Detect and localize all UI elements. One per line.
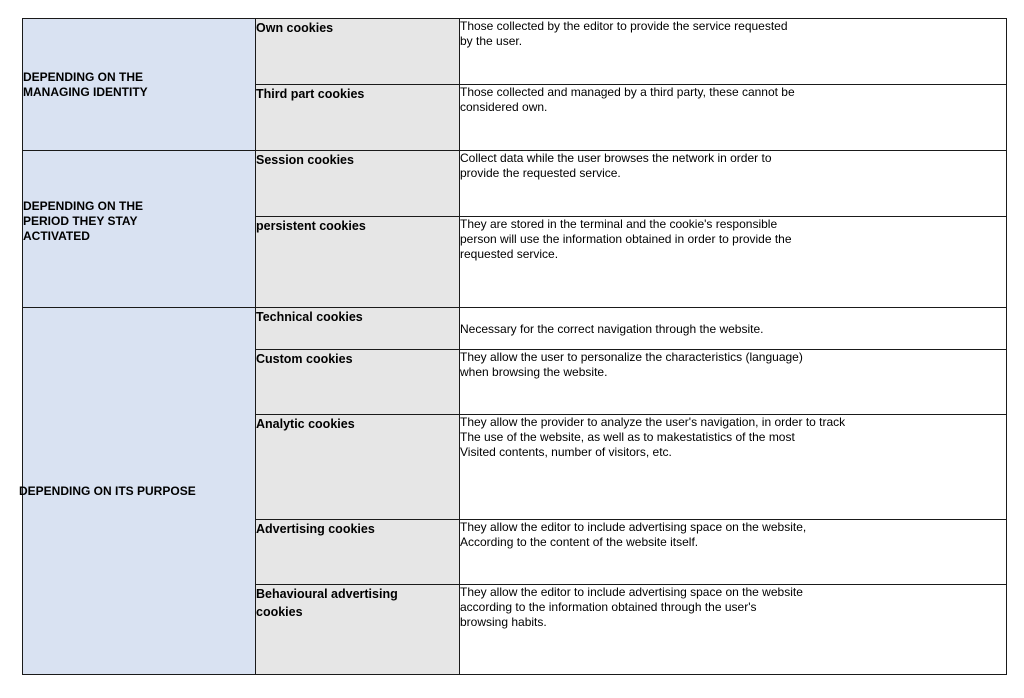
- cookie-type-label: Technical cookies: [256, 310, 363, 324]
- cookie-type-label: Custom cookies: [256, 352, 353, 366]
- cookie-description: Necessary for the correct navigation through the website.: [460, 308, 1007, 350]
- cookie-type-cell: [256, 520, 460, 585]
- cookie-type-cell: [256, 415, 460, 520]
- cookie-type-label: Advertising cookies: [256, 522, 375, 536]
- group-cell-activation-period: [23, 151, 256, 308]
- group-label: DEPENDING ON ITS PURPOSE: [19, 483, 196, 498]
- cookie-type-cell: [256, 308, 460, 350]
- cookie-type-cell: [256, 350, 460, 415]
- cookie-description: They allow the user to personalize the characteristics (language) when browsing the website.: [460, 350, 1007, 415]
- cookie-type-cell: [256, 585, 460, 675]
- cookie-type-cell: [256, 217, 460, 308]
- cookie-type-label: Session cookies: [256, 153, 354, 167]
- group-cell-managing-identity: [23, 19, 256, 151]
- table-row: [23, 151, 1007, 217]
- table-row: [23, 19, 1007, 85]
- cookie-type-label: Third part cookies: [256, 87, 365, 101]
- group-label: DEPENDING ON THE MANAGING IDENTITY: [23, 69, 148, 99]
- cookie-description: They allow the provider to analyze the user's navigation, in order to track The use of the website, as well as to makestatistics of the most Visited contents, number of visitors, etc.: [460, 415, 1007, 520]
- group-label: DEPENDING ON THE PERIOD THEY STAY ACTIVATED: [23, 198, 144, 243]
- cookie-type-cell: [256, 19, 460, 85]
- cookie-description: They allow the editor to include advertising space on the website according to the information obtained through the user's browsing habits.: [460, 585, 1007, 675]
- cookie-type-cell: [256, 151, 460, 217]
- cookie-classification-table: [19, 18, 1007, 675]
- cookie-description: Those collected by the editor to provide the service requested by the user.: [460, 19, 1007, 85]
- cookie-description: Those collected and managed by a third party, these cannot be considered own.: [460, 85, 1007, 151]
- cookie-description: Collect data while the user browses the network in order to provide the requested service.: [460, 151, 1007, 217]
- cookie-type-label: Analytic cookies: [256, 417, 355, 431]
- cookie-type-label: Behavioural advertising cookies: [256, 587, 398, 619]
- cookie-description: They allow the editor to include advertising space on the website, According to the content of the website itself.: [460, 520, 1007, 585]
- cookie-type-label: persistent cookies: [256, 219, 366, 233]
- cookie-description: They are stored in the terminal and the cookie's responsible person will use the information obtained in order to provide the requested service.: [460, 217, 1007, 308]
- cookie-type-label: Own cookies: [256, 21, 334, 35]
- cookie-type-cell: [256, 85, 460, 151]
- group-cell-purpose: [19, 308, 256, 675]
- table-row: [23, 308, 1007, 350]
